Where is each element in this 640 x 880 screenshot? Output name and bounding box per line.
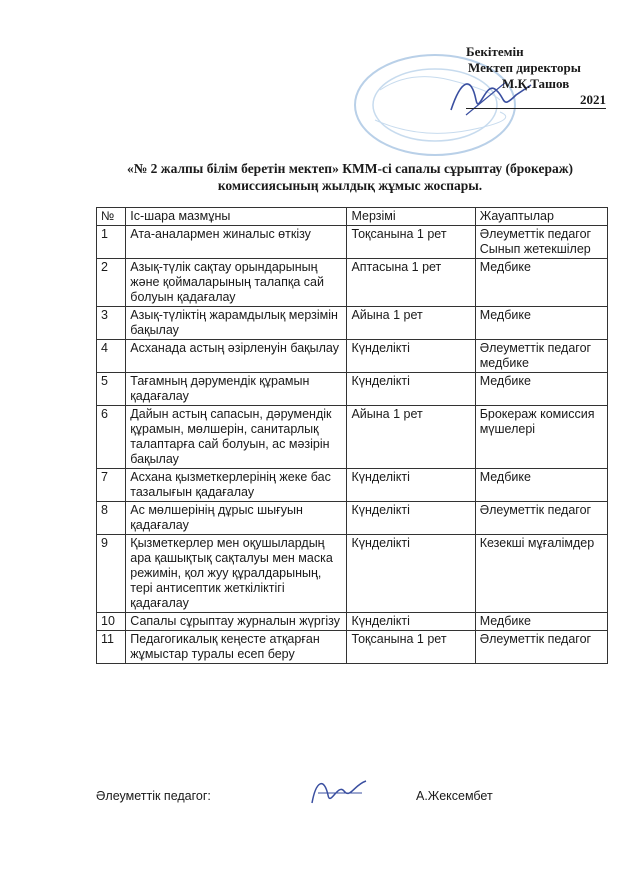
- title-line-1: «№ 2 жалпы білім беретін мектеп» КММ-сі сапалы сұрыптау (брокераж): [126, 161, 573, 176]
- row-number: 1: [97, 226, 126, 259]
- row-responsible: Брокераж комиссия мүшелері: [475, 406, 607, 469]
- row-activity: Ас мөлшерінің дұрыс шығуын қадағалау: [126, 502, 347, 535]
- table-row: [97, 340, 608, 373]
- row-number: 4: [97, 340, 126, 373]
- table-row: [97, 226, 608, 259]
- row-activity: Ата-аналармен жиналыс өткізу: [126, 226, 347, 259]
- table-row: [97, 373, 608, 406]
- table-header-row: [97, 208, 608, 226]
- row-activity: Асхана қызметкерлерінің жеке бас тазалығын қадағалау: [126, 469, 347, 502]
- row-activity: Сапалы сұрыптау журналын жүргізу: [126, 613, 347, 631]
- row-activity: Тағамның дәрумендік құрамын қадағалау: [126, 373, 347, 406]
- approval-line-3: М.Қ.Ташов: [502, 76, 570, 91]
- row-activity: Қызметкерлер мен оқушылардың ара қашықтық сақталуы мен маска режимін, қол жуу құралдарының, тері антисептик жеткіліктігі қадағалау: [126, 535, 347, 613]
- social-pedagogue-signature: [304, 773, 374, 813]
- approval-line-4: 2021: [466, 92, 606, 109]
- row-period: Аптасына 1 рет: [347, 259, 475, 307]
- row-activity: Педагогикалық кеңесте атқарған жұмыстар туралы есеп беру: [126, 631, 347, 664]
- table-row: [97, 535, 608, 613]
- table-row: [97, 259, 608, 307]
- row-responsible: Әлеуметтік педагог: [475, 502, 607, 535]
- row-number: 7: [97, 469, 126, 502]
- row-number: 8: [97, 502, 126, 535]
- row-number: 5: [97, 373, 126, 406]
- header-responsible: Жауаптылар: [475, 208, 607, 226]
- signature-footer: [96, 789, 616, 809]
- table-row: [97, 307, 608, 340]
- row-responsible: Медбике: [475, 307, 607, 340]
- row-number: 6: [97, 406, 126, 469]
- row-period: Тоқсанына 1 рет: [347, 226, 475, 259]
- table-row: [97, 613, 608, 631]
- row-period: Күнделікті: [347, 469, 475, 502]
- row-number: 2: [97, 259, 126, 307]
- table-row: [97, 469, 608, 502]
- header-number: №: [97, 208, 126, 226]
- row-period: Күнделікті: [347, 502, 475, 535]
- header-activity: Іс-шара мазмұны: [126, 208, 347, 226]
- row-number: 10: [97, 613, 126, 631]
- table-row: [97, 406, 608, 469]
- row-period: Тоқсанына 1 рет: [347, 631, 475, 664]
- approval-line-2: Мектеп директоры: [468, 60, 581, 75]
- table-row: [97, 502, 608, 535]
- document-title: [90, 160, 610, 194]
- title-line-2: комиссиясының жылдық жұмыс жоспары.: [217, 178, 483, 193]
- row-activity: Азық-түлік сақтау орындарының және қоймаларының талапқа сай болуын қадағалау: [126, 259, 347, 307]
- row-activity: Асханада астың әзірленуін бақылау: [126, 340, 347, 373]
- row-responsible: Әлеуметтік педагог медбике: [475, 340, 607, 373]
- row-period: Айына 1 рет: [347, 406, 475, 469]
- row-period: Күнделікті: [347, 373, 475, 406]
- row-responsible: Медбике: [475, 259, 607, 307]
- row-activity: Азық-түліктің жарамдылық мерзімін бақылау: [126, 307, 347, 340]
- row-number: 9: [97, 535, 126, 613]
- row-responsible: Әлеуметтік педагог: [475, 631, 607, 664]
- table-row: [97, 631, 608, 664]
- row-period: Күнделікті: [347, 340, 475, 373]
- signer-name: А.Жексембет: [416, 789, 493, 803]
- plan-table: [96, 207, 608, 664]
- row-responsible: Медбике: [475, 613, 607, 631]
- header-period: Мерзімі: [347, 208, 475, 226]
- row-responsible: Кезекші мұғалімдер: [475, 535, 607, 613]
- row-responsible: Әлеуметтік педагог Сынып жетекшілер: [475, 226, 607, 259]
- signer-role: Әлеуметтік педагог:: [96, 789, 211, 803]
- row-number: 3: [97, 307, 126, 340]
- row-activity: Дайын астың сапасын, дәрумендік құрамын, мөлшерін, санитарлық талаптарға сай болуын, ас мәзірін бақылау: [126, 406, 347, 469]
- approval-block: [466, 44, 616, 109]
- row-period: Айына 1 рет: [347, 307, 475, 340]
- approval-line-1: Бекітемін: [466, 44, 524, 59]
- row-responsible: Медбике: [475, 373, 607, 406]
- row-period: Күнделікті: [347, 613, 475, 631]
- row-number: 11: [97, 631, 126, 664]
- row-period: Күнделікті: [347, 535, 475, 613]
- row-responsible: Медбике: [475, 469, 607, 502]
